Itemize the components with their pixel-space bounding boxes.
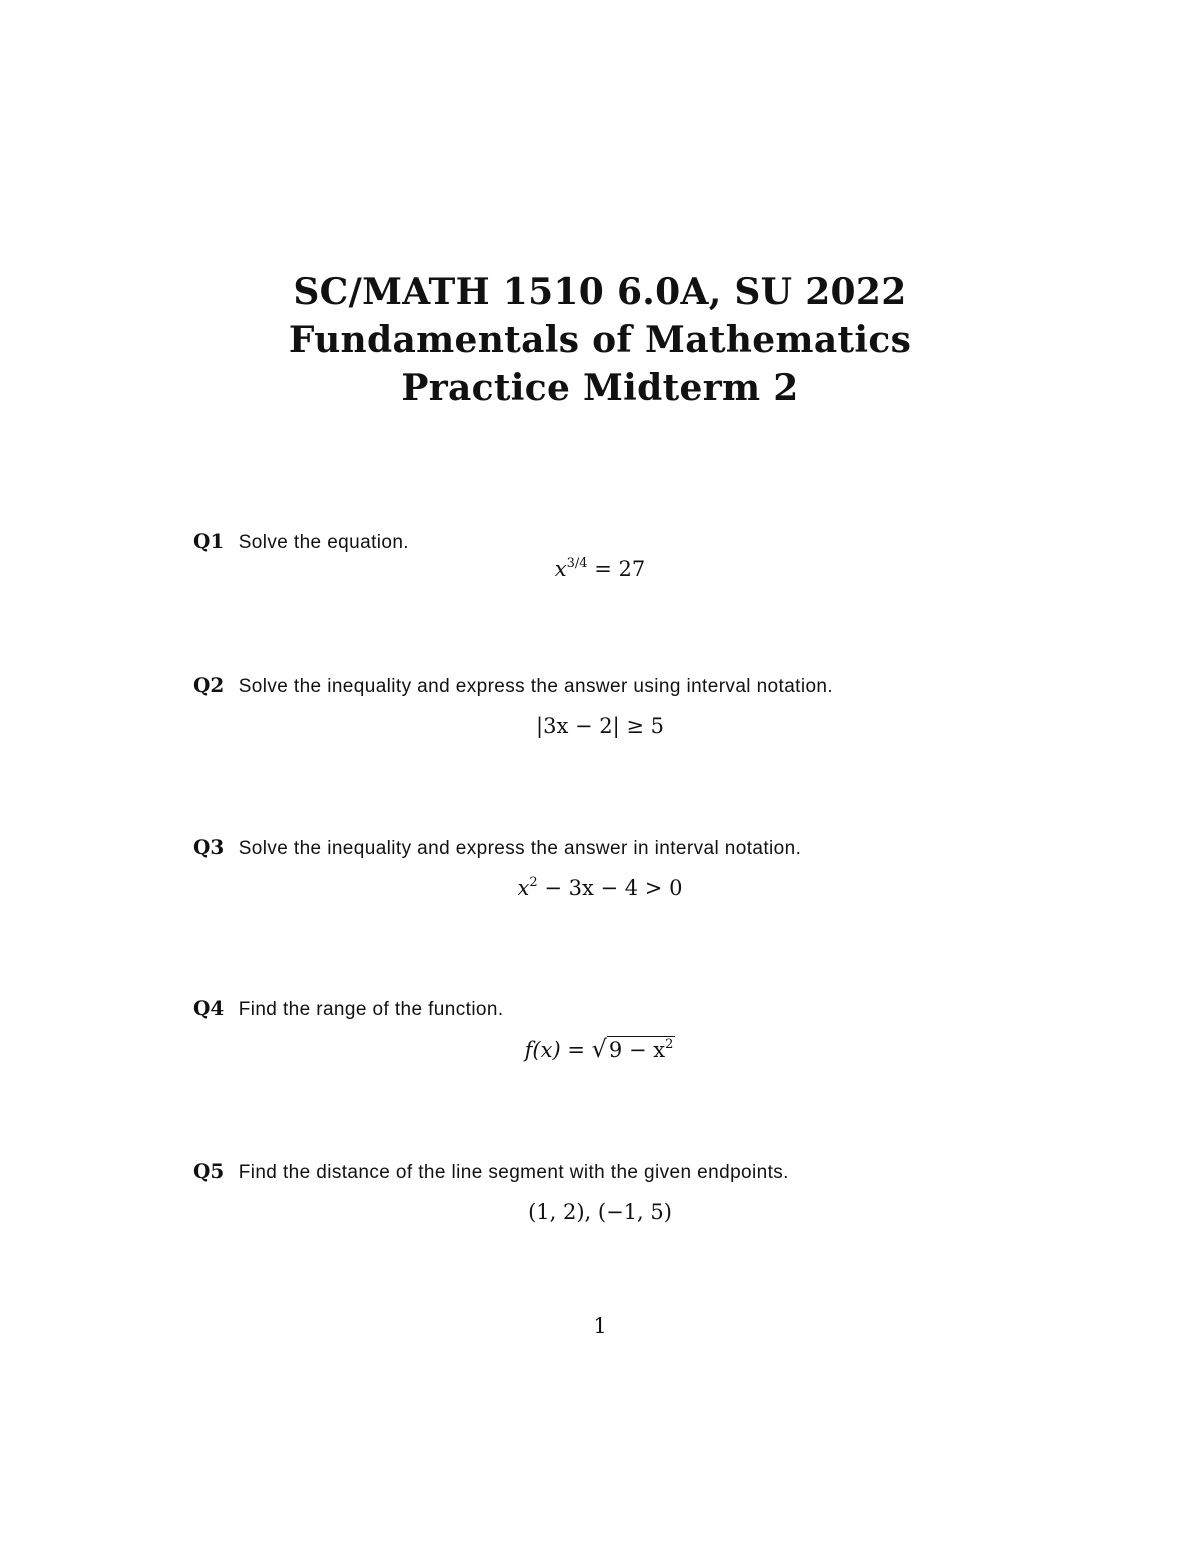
question-4 xyxy=(193,994,1013,1024)
square-root xyxy=(592,1034,676,1065)
equation-q5-points: (1, 2), (−1, 5) xyxy=(528,1200,672,1224)
equation-q1-rhs: = 27 xyxy=(594,557,646,581)
question-number: Q2 xyxy=(193,673,225,697)
equation-q2-expression: |3x − 2| ≥ 5 xyxy=(536,714,664,738)
question-text: Solve the inequality and express the answer using interval notation. xyxy=(238,676,834,697)
equation-q1-base: x xyxy=(554,557,567,581)
question-text: Solve the equation. xyxy=(238,532,409,553)
document-title-block xyxy=(0,268,1200,412)
question-2 xyxy=(193,671,1013,701)
equation-q1 xyxy=(0,554,1200,584)
equation-q1-exponent: 3/4 xyxy=(566,556,588,571)
radicand xyxy=(607,1036,675,1062)
equation-q5 xyxy=(0,1197,1200,1227)
question-5 xyxy=(193,1157,1013,1187)
radicand-exponent: 2 xyxy=(665,1037,674,1052)
question-number: Q1 xyxy=(193,529,225,553)
question-text: Find the range of the function. xyxy=(238,999,504,1020)
exam-title: Practice Midterm 2 xyxy=(401,367,799,409)
question-number: Q3 xyxy=(193,835,225,859)
question-3 xyxy=(193,833,1013,863)
radicand-lead: 9 − x xyxy=(608,1038,666,1062)
equation-q4-lhs: f(x) = xyxy=(524,1038,592,1062)
equation-q2 xyxy=(0,711,1200,741)
equation-q4 xyxy=(0,1034,1200,1065)
equation-q3-rest: − 3x − 4 > 0 xyxy=(537,876,683,900)
equation-q3-exponent: 2 xyxy=(529,875,538,890)
page-number: 1 xyxy=(593,1314,607,1338)
radical-sign-icon: √ xyxy=(591,1035,607,1063)
question-number: Q5 xyxy=(193,1159,225,1183)
course-code-title: SC/MATH 1510 6.0A, SU 2022 xyxy=(293,271,907,313)
equation-q3-lead: x xyxy=(517,876,530,900)
question-1 xyxy=(193,527,1013,557)
question-number: Q4 xyxy=(193,996,225,1020)
equation-q3 xyxy=(0,873,1200,903)
question-text: Find the distance of the line segment with the given endpoints. xyxy=(238,1162,789,1183)
question-text: Solve the inequality and express the answer in interval notation. xyxy=(238,838,802,859)
course-name-title: Fundamentals of Mathematics xyxy=(288,319,912,361)
